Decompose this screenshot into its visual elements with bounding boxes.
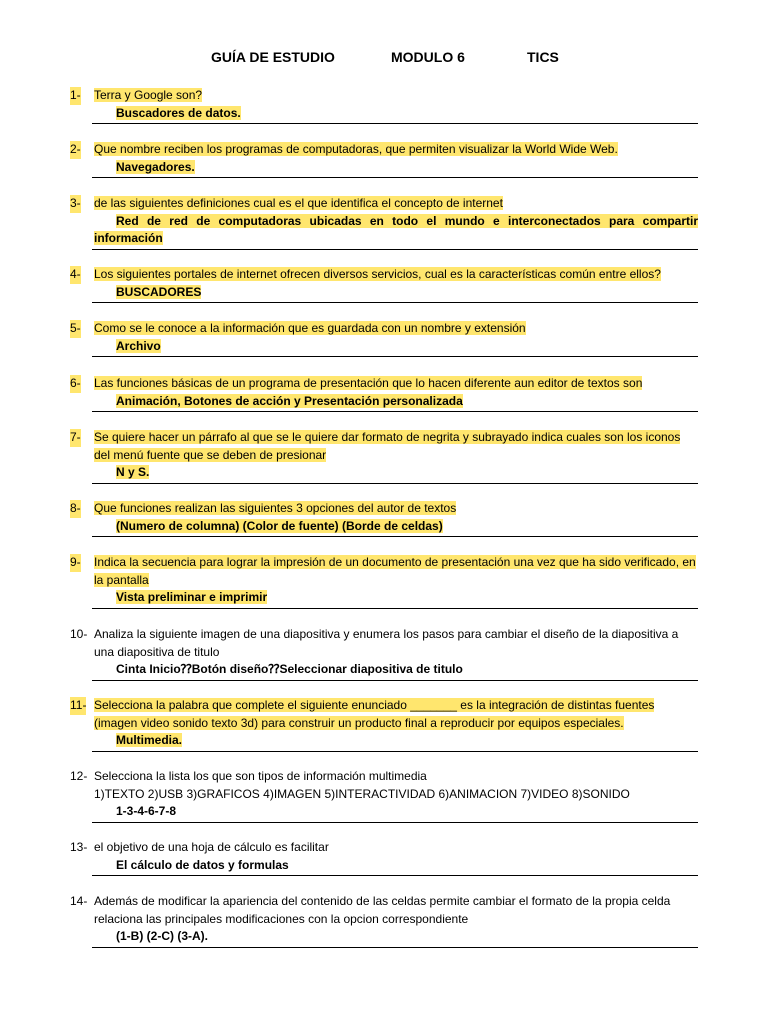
question-number: 11- <box>70 697 86 715</box>
answer-text: Vista preliminar e imprimir <box>116 590 268 604</box>
question-number: 8- <box>70 500 81 518</box>
answer-text: Multimedia. <box>116 733 183 747</box>
answer-text: Animación, Botones de acción y Presentación personalizada <box>116 393 463 408</box>
question-text: Como se le conoce a la información que es guardada con un nombre y extensión <box>94 321 526 335</box>
answer-text: (1-B) (2-C) (3-A). <box>116 929 208 943</box>
answer-line <box>92 822 698 823</box>
answer-line <box>92 875 698 876</box>
question-item <box>70 839 698 876</box>
question-text: Selecciona la palabra que complete el siguiente enunciado _______ es la integración de distintas fuentes (imagen video sonido texto 3d) para construir un producto final a reproducir por equipos especiales. <box>94 698 655 730</box>
question-number: 2- <box>70 141 81 159</box>
subject-label: TICS <box>527 49 559 65</box>
answer-text: Buscadores de datos. <box>116 105 241 120</box>
question-number: 4- <box>70 266 81 284</box>
question-text: Las funciones básicas de un programa de presentación que lo hacen diferente aun editor de textos son <box>94 376 643 390</box>
question-text: Selecciona la lista los que son tipos de información multimedia <box>94 769 427 783</box>
question-number: 10- <box>70 627 88 641</box>
answer-line <box>92 680 698 681</box>
question-item <box>70 87 698 124</box>
question-number: 3- <box>70 195 81 213</box>
question-text: Analiza la siguiente imagen de una diapositiva y enumera los pasos para cambiar el diseño de la diapositiva a una diapositiva de titulo <box>94 627 679 659</box>
question-number: 9- <box>70 554 81 572</box>
answer-text: BUSCADORES <box>116 284 202 299</box>
question-number: 7- <box>70 429 81 447</box>
answer-line <box>92 177 698 178</box>
question-number: 5- <box>70 320 81 338</box>
answer-text: Red de red de computadoras ubicadas en todo el mundo e interconectados para compartir información <box>94 213 698 245</box>
question-item <box>70 266 698 303</box>
answer-text: El cálculo de datos y formulas <box>116 857 289 872</box>
answer-text: Navegadores. <box>116 159 195 174</box>
question-item <box>70 893 698 948</box>
question-text: Que nombre reciben los programas de computadoras, que permiten visualizar la World Wide Web. <box>94 142 618 156</box>
question-text: Se quiere hacer un párrafo al que se le quiere dar formato de negrita y subrayado indica cuales son los iconos del menú fuente que se deben de presionar <box>94 430 681 462</box>
question-text: Además de modificar la apariencia del contenido de las celdas permite cambiar el formato de la propia celda relaciona las principales modificaciones con la opcion correspondiente <box>94 894 671 926</box>
question-text: Que funciones realizan las siguientes 3 opciones del autor de textos <box>94 501 457 515</box>
question-item <box>70 320 698 357</box>
answer-line <box>92 536 698 537</box>
answer-text: 1-3-4-6-7-8 <box>116 804 177 818</box>
question-number: 1- <box>70 87 81 105</box>
answer-line <box>92 249 698 250</box>
question-item <box>70 554 698 609</box>
answer-line <box>92 483 698 484</box>
answer-line <box>92 302 698 303</box>
answer-line <box>92 751 698 752</box>
question-number: 6- <box>70 375 81 393</box>
question-item <box>70 768 698 823</box>
document-title: GUÍA DE ESTUDIO <box>211 49 335 65</box>
answer-text: Cinta Inicio⁇Botón diseño⁇Seleccionar diapositiva de titulo <box>116 662 463 676</box>
question-text: Los siguientes portales de internet ofrecen diversos servicios, cual es la características común entre ellos? <box>94 267 661 281</box>
answer-line <box>92 123 698 124</box>
document-header <box>0 49 768 69</box>
answer-text: Archivo <box>116 338 161 353</box>
answer-text: N y S. <box>116 465 150 479</box>
answer-line <box>92 947 698 948</box>
question-item <box>70 626 698 681</box>
question-number: 14- <box>70 894 88 908</box>
answer-line <box>92 608 698 609</box>
question-item <box>70 375 698 412</box>
module-label: MODULO 6 <box>391 49 465 65</box>
question-text: Indica la secuencia para lograr la impresión de un documento de presentación una vez que ha sido verificado, en la pantalla <box>94 555 696 587</box>
question-item <box>70 697 698 752</box>
answer-text: (Numero de columna) (Color de fuente) (Borde de celdas) <box>116 518 443 533</box>
question-item <box>70 500 698 537</box>
answer-line <box>92 411 698 412</box>
question-item <box>70 141 698 178</box>
question-item <box>70 429 698 484</box>
question-text: el objetivo de una hoja de cálculo es facilitar <box>94 840 329 854</box>
question-text: Terra y Google son? <box>94 88 203 102</box>
answer-line <box>92 356 698 357</box>
question-number: 13- <box>70 840 88 854</box>
options-text: 1)TEXTO 2)USB 3)GRAFICOS 4)IMAGEN 5)INTERACTIVIDAD 6)ANIMACION 7)VIDEO 8)SONIDO <box>94 786 630 801</box>
question-item <box>70 195 698 250</box>
question-text: de las siguientes definiciones cual es el que identifica el concepto de internet <box>94 196 503 210</box>
question-number: 12- <box>70 769 88 783</box>
